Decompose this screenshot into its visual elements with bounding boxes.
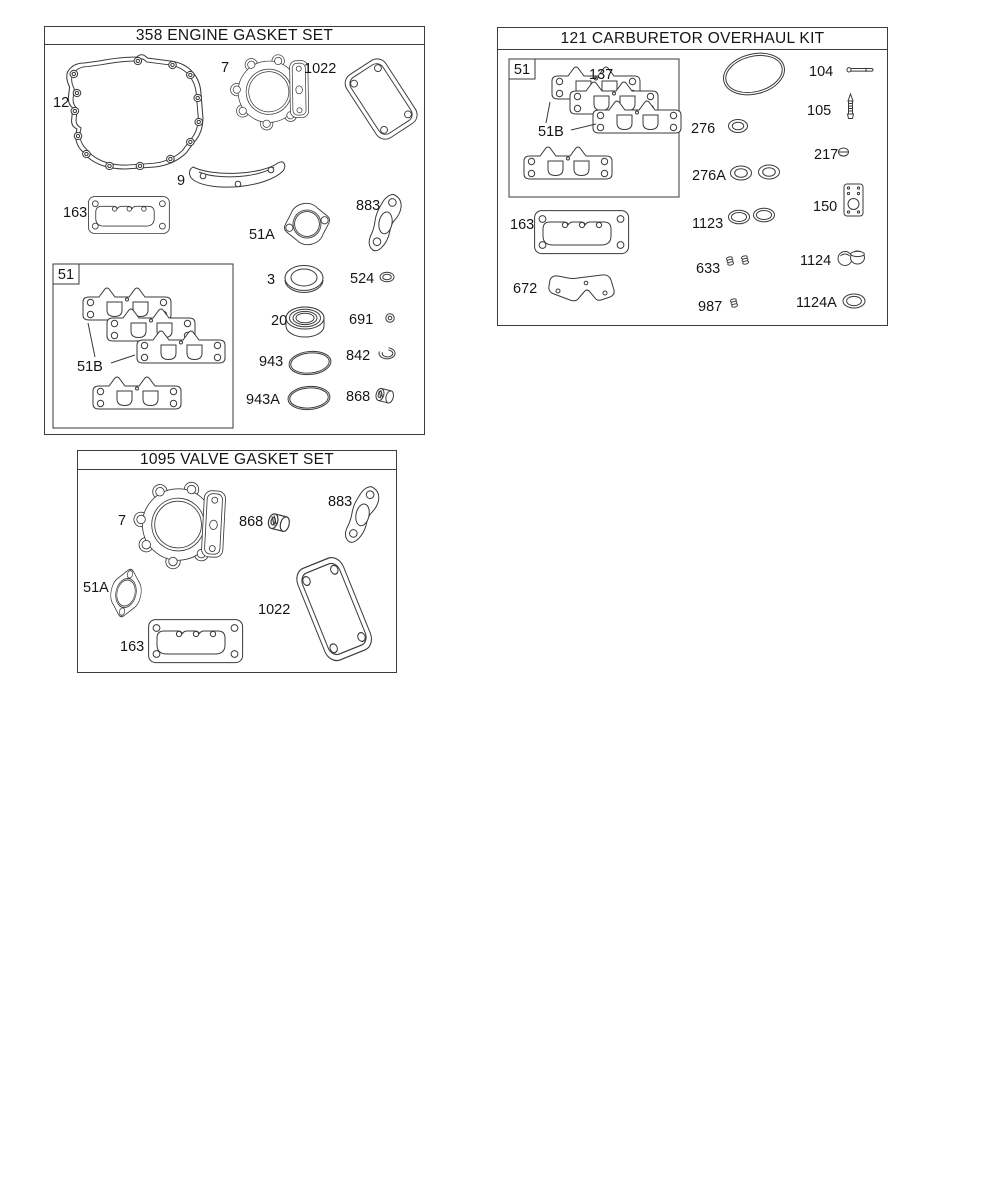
part-691-label: 691 bbox=[349, 312, 374, 328]
part-1123-orings bbox=[692, 208, 775, 232]
part-943-oring bbox=[259, 349, 332, 376]
part-105-needle-valve bbox=[807, 94, 854, 119]
part-12-label: 12 bbox=[53, 95, 70, 111]
part-943a-label: 943A bbox=[246, 392, 280, 408]
part-1124a-oring bbox=[796, 294, 865, 311]
part-868-bushing bbox=[239, 513, 291, 532]
part-276-label: 276 bbox=[691, 121, 716, 137]
part-672-label: 672 bbox=[513, 281, 538, 297]
carburetor-kit-diagram bbox=[498, 28, 887, 325]
part-51a-label: 51A bbox=[83, 580, 109, 596]
part-883-gasket bbox=[328, 483, 382, 546]
part-150-label: 150 bbox=[813, 199, 838, 215]
part-3-seal bbox=[267, 266, 323, 293]
carburetor-overhaul-kit-panel bbox=[497, 27, 888, 326]
part-524-label: 524 bbox=[350, 271, 375, 287]
part-987-label: 987 bbox=[698, 299, 723, 315]
carburetor-overhaul-kit-title: 121 CARBURETOR OVERHAUL KIT bbox=[498, 28, 887, 50]
part-868-label: 868 bbox=[239, 514, 264, 530]
part-20-label: 20 bbox=[271, 313, 288, 329]
part-868-label: 868 bbox=[346, 389, 371, 405]
part-105-label: 105 bbox=[807, 103, 832, 119]
part-842-ring bbox=[346, 348, 395, 364]
part-276-oring bbox=[691, 120, 748, 138]
inset-51-label: 51 bbox=[513, 62, 531, 78]
part-1124-label: 1124 bbox=[800, 253, 832, 269]
part-7-label: 7 bbox=[221, 60, 230, 76]
part-3-label: 3 bbox=[267, 272, 276, 288]
part-163-label: 163 bbox=[510, 217, 535, 233]
part-276a-orings bbox=[692, 165, 780, 184]
part-1022-cover-gasket bbox=[258, 554, 375, 664]
part-842-label: 842 bbox=[346, 348, 371, 364]
part-217-plug bbox=[814, 147, 849, 163]
inset-51-label: 51 bbox=[57, 267, 75, 283]
part-1124a-label: 1124A bbox=[796, 295, 837, 311]
part-163-gasket bbox=[510, 211, 629, 254]
part-868-bushing bbox=[346, 388, 395, 405]
engine-gasket-diagram bbox=[45, 27, 424, 434]
part-633-label: 633 bbox=[696, 261, 721, 277]
engine-gasket-set-panel bbox=[44, 26, 425, 435]
part-1022-cover-gasket bbox=[304, 55, 421, 143]
part-7-head-gasket bbox=[221, 51, 317, 134]
part-217-label: 217 bbox=[814, 147, 839, 163]
part-1022-label: 1022 bbox=[304, 61, 337, 77]
part-633-seals bbox=[696, 255, 749, 277]
part-883-label: 883 bbox=[328, 494, 353, 510]
part-9-crescent-gasket bbox=[177, 162, 285, 189]
part-51a-gasket bbox=[249, 199, 334, 249]
inset-51-group bbox=[53, 264, 233, 428]
part-51a-gasket bbox=[83, 566, 146, 620]
part-943-label: 943 bbox=[259, 354, 284, 370]
part-9-label: 9 bbox=[177, 173, 186, 189]
part-7-label: 7 bbox=[118, 513, 127, 529]
part-276a-label: 276A bbox=[692, 168, 726, 184]
part-883-label: 883 bbox=[356, 198, 381, 214]
engine-gasket-set-title: 358 ENGINE GASKET SET bbox=[45, 27, 424, 45]
part-883-gasket bbox=[356, 191, 404, 254]
part-51a-label: 51A bbox=[249, 227, 275, 243]
part-987-seal bbox=[698, 298, 738, 315]
part-1124-cups bbox=[800, 251, 865, 269]
part-943a-oring bbox=[246, 385, 331, 411]
valve-gasket-set-panel bbox=[77, 450, 397, 673]
part-163-gasket bbox=[120, 620, 243, 663]
part-163-label: 163 bbox=[63, 205, 88, 221]
part-137-label: 137 bbox=[589, 67, 614, 83]
part-163-label: 163 bbox=[120, 639, 145, 655]
valve-gasket-set-title: 1095 VALVE GASKET SET bbox=[78, 451, 396, 470]
part-672-gasket bbox=[513, 275, 614, 301]
part-51b-label: 51B bbox=[77, 359, 103, 375]
part-20-oil-seal bbox=[271, 307, 324, 337]
part-7-head-gasket bbox=[118, 480, 231, 571]
part-1022-label: 1022 bbox=[258, 602, 291, 618]
part-163-gasket bbox=[63, 197, 169, 234]
part-104-label: 104 bbox=[809, 64, 834, 80]
part-51b-label: 51B bbox=[538, 124, 564, 140]
part-12-crankcase-gasket bbox=[53, 55, 203, 170]
part-524-oring bbox=[350, 271, 394, 287]
part-104-pin bbox=[809, 64, 873, 80]
valve-gasket-diagram bbox=[78, 451, 396, 672]
part-150-plate bbox=[813, 184, 863, 216]
part-691-washer bbox=[349, 312, 394, 328]
part-1123-label: 1123 bbox=[692, 216, 724, 232]
